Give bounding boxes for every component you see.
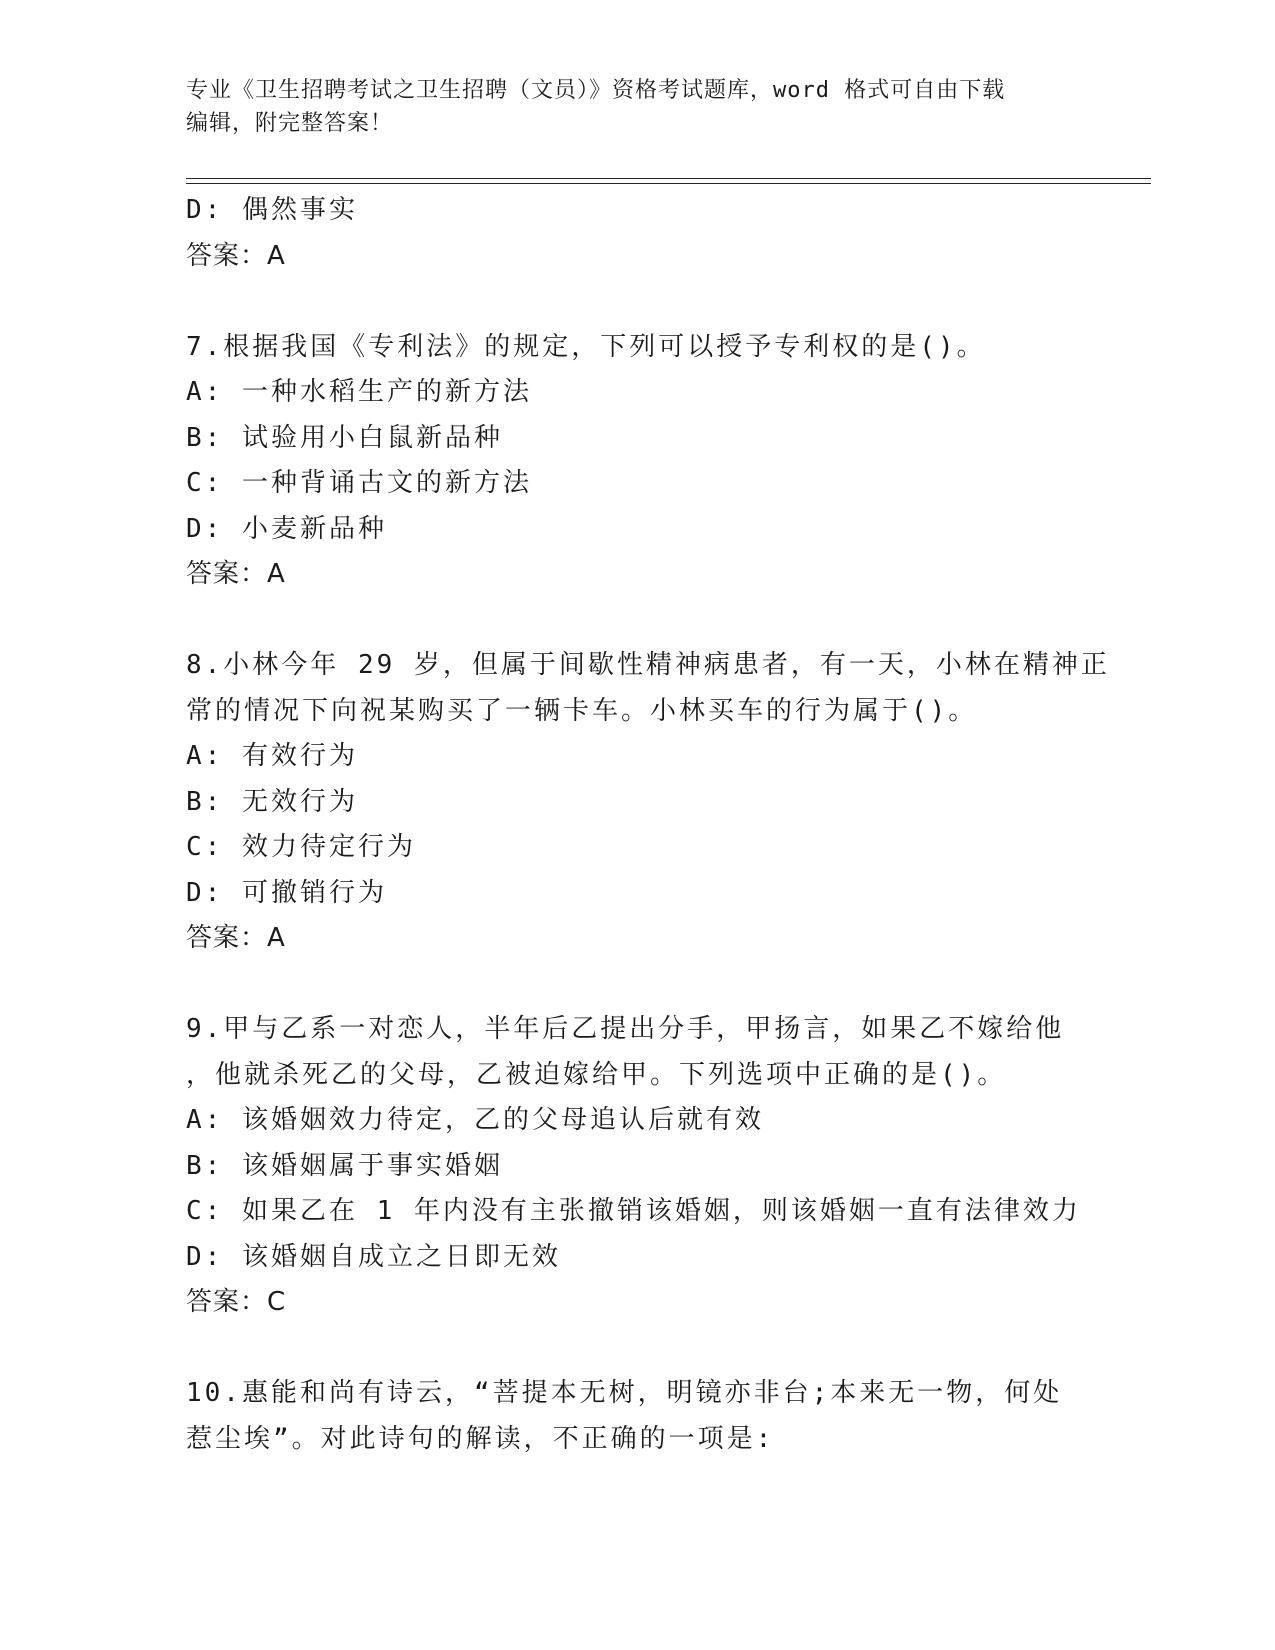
option-a: A: 一种水稻生产的新方法 [186,377,532,407]
spacer [186,1326,1146,1372]
option-d: D: 该婚姻自成立之日即无效 [186,1241,561,1272]
option-d: D: 偶然事实 [186,195,358,225]
header-divider-top [186,178,1151,179]
header-line-1: 专业《卫生招聘考试之卫生招聘（文员）》资格考试题库，word 格式可自由下载 [186,78,1006,103]
option-b: B: 该婚姻属于事实婚姻 [186,1150,503,1181]
spacer [186,962,1146,1008]
answer: 答案：A [186,240,286,271]
option-a: A: 该婚姻效力待定，乙的父母追认后就有效 [186,1105,764,1135]
question-stem: 7.根据我国《专利法》的规定，下列可以授予专利权的是()。 [186,331,986,362]
option-c: C: 如果乙在 1 年内没有主张撤销该婚姻，则该婚姻一直有法律效力 [186,1196,1081,1226]
header-divider-bottom [186,183,1151,184]
option-b: B: 无效行为 [186,786,358,817]
answer: 答案：C [186,1287,287,1317]
question-stem: 8.小林今年 29 岁，但属于间歇性精神病患者，有一天，小林在精神正 [186,650,1110,680]
option-b: B: 试验用小白鼠新品种 [186,422,503,453]
question-7 [186,325,1146,371]
header-line-2: 编辑，附完整答案！ [186,111,394,136]
question-9 [186,1007,1146,1098]
option-c: C: 一种背诵古文的新方法 [186,468,532,498]
question-stem: 常的情况下向祝某购买了一辆卡车。小林买车的行为属于()。 [186,695,978,726]
option-d: D: 可撤销行为 [186,877,387,908]
question-stem: 惹尘埃”。对此诗句的解读，不正确的一项是: [186,1423,775,1454]
question-8 [186,643,1146,734]
question-content [186,188,1146,1462]
question-10 [186,1371,1146,1462]
option-a: A: 有效行为 [186,741,358,771]
question-stem: 10.惠能和尚有诗云，“菩提本无树，明镜亦非台;本来无一物，何处 [186,1378,1063,1408]
question-stem: 9.甲与乙系一对恋人，半年后乙提出分手，甲扬言，如果乙不嫁给他 [186,1014,1065,1044]
page-header [186,74,1086,140]
option-c: C: 效力待定行为 [186,832,416,862]
answer: 答案：A [186,559,286,589]
option-d: D: 小麦新品种 [186,513,387,544]
answer: 答案：A [186,923,286,953]
question-stem: ，他就杀死乙的父母，乙被迫嫁给甲。下列选项中正确的是()。 [186,1059,1007,1090]
spacer [186,598,1146,644]
spacer [186,279,1146,325]
